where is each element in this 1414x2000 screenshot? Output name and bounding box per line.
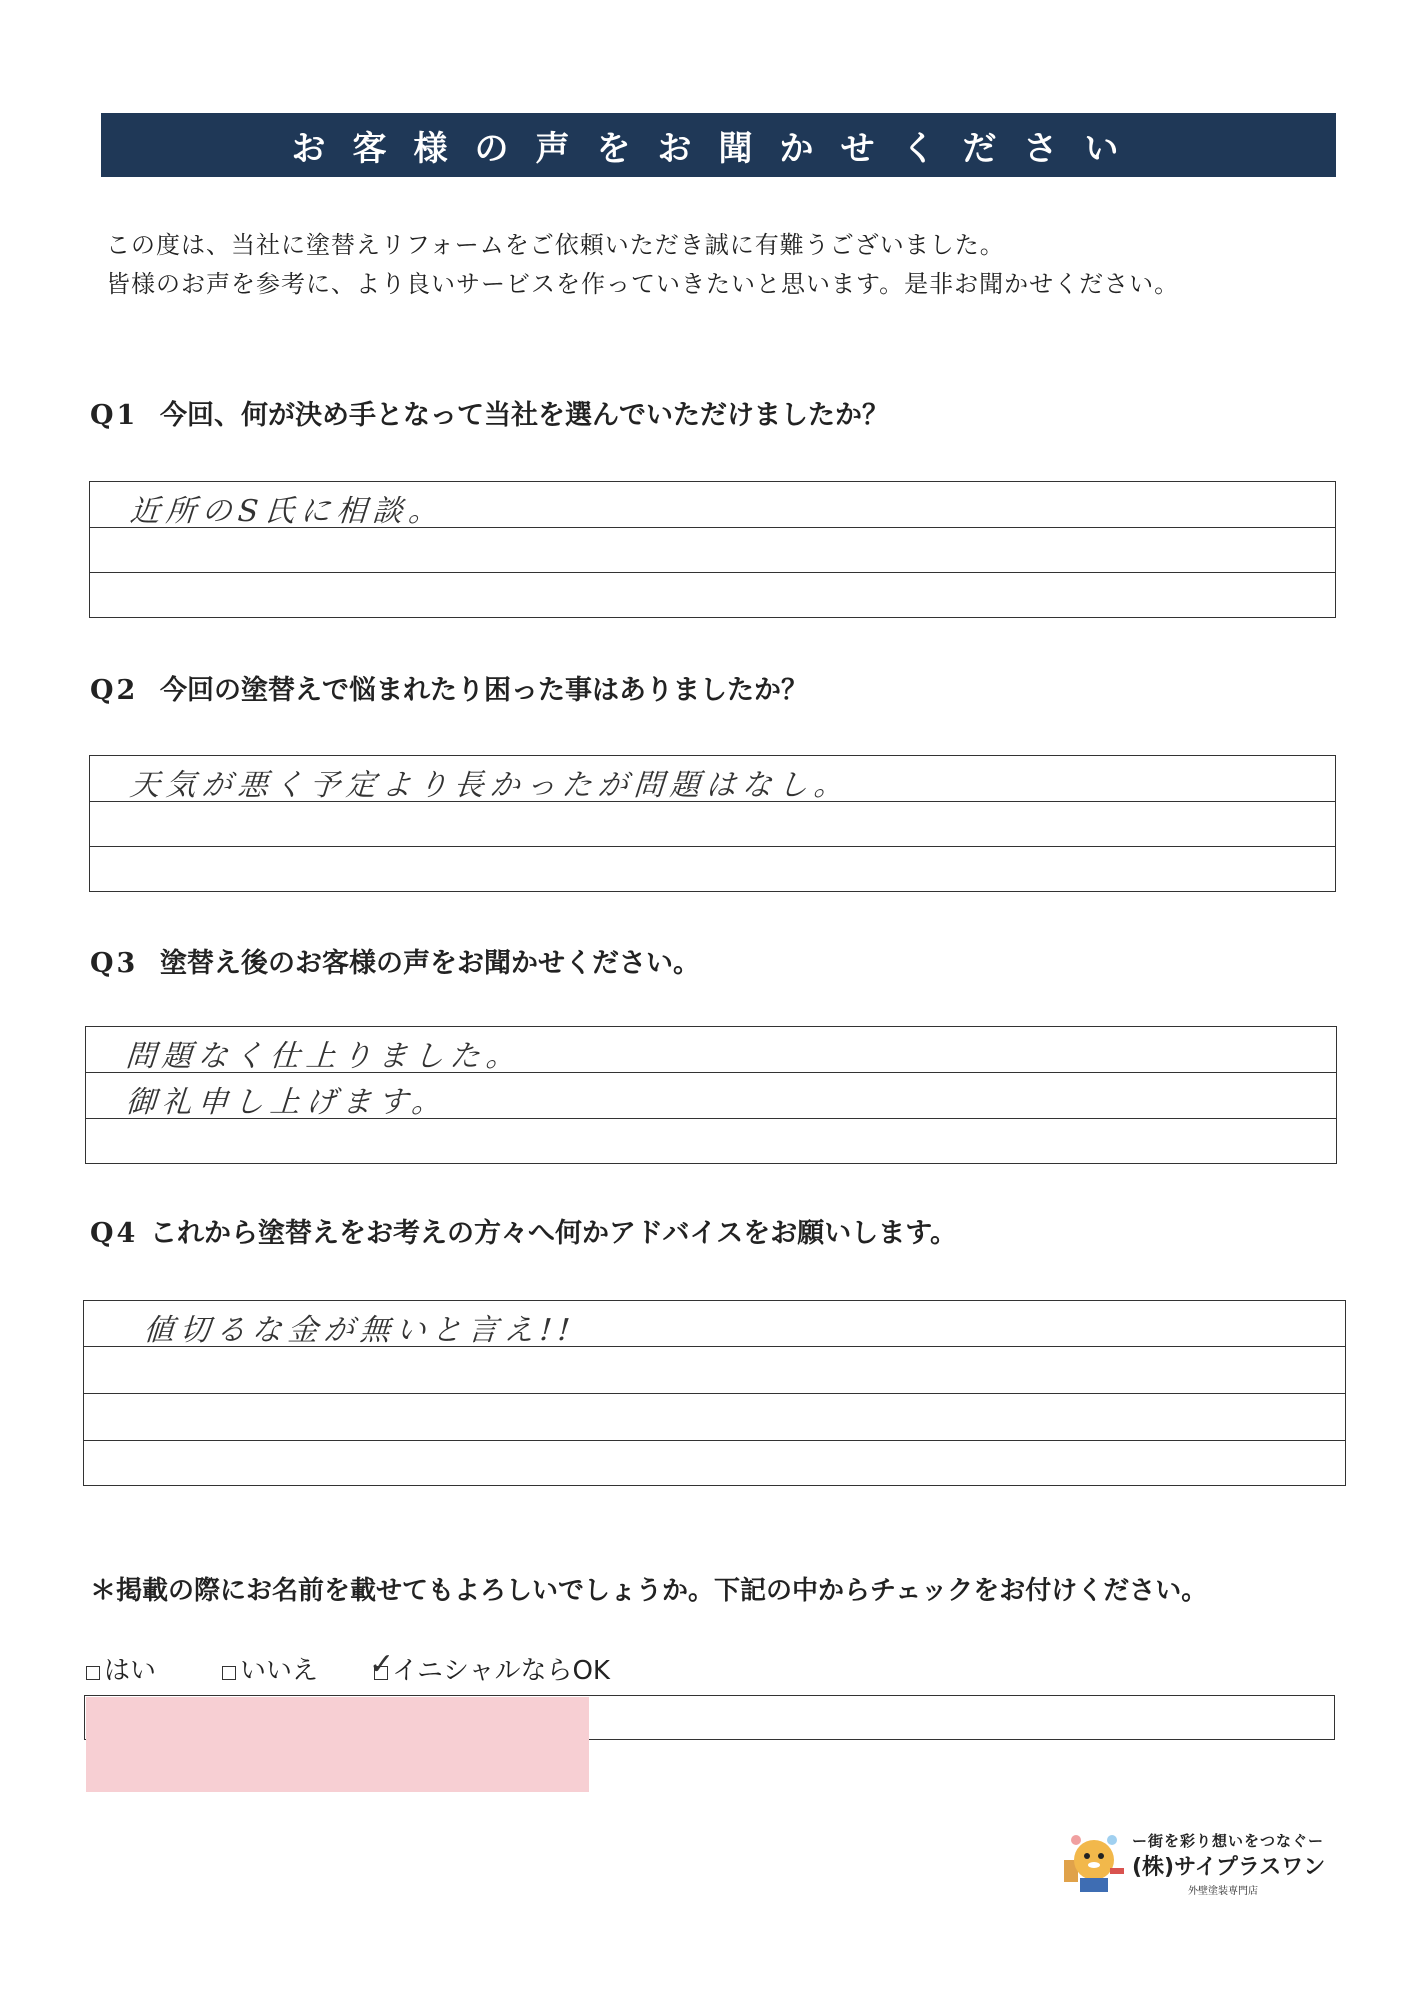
answer-line xyxy=(84,1301,1345,1347)
answer-line xyxy=(84,1347,1345,1394)
answer-box-3[interactable] xyxy=(85,1026,1337,1164)
logo-subtitle: 外壁塗装専門店 xyxy=(1188,1886,1258,1897)
checkbox-yes[interactable] xyxy=(86,1666,100,1680)
option-label: イニシャルならOK xyxy=(392,1656,610,1686)
option-label: はい xyxy=(104,1656,157,1686)
answer-line xyxy=(90,482,1335,528)
intro-line-2: 皆様のお声を参考に、より良いサービスを作っていきたいと思います。是非お聞かせください。 xyxy=(106,270,1180,298)
answer-text: 天気が悪く予定より長かったが問題はなし。 xyxy=(128,768,851,803)
option-yes[interactable] xyxy=(86,1650,156,1687)
answer-line xyxy=(84,1441,1345,1485)
answer-box-4[interactable] xyxy=(83,1300,1346,1486)
answer-line xyxy=(90,573,1335,617)
logo-tagline: ー街を彩り想いをつなぐー xyxy=(1132,1832,1325,1850)
question-text: 塗替え後のお客様の声をお聞かせください。 xyxy=(160,948,700,979)
question-1 xyxy=(90,393,889,432)
answer-text: 御礼申し上げます。 xyxy=(124,1085,449,1120)
answer-line xyxy=(86,1027,1336,1073)
answer-line xyxy=(86,1119,1336,1163)
question-4 xyxy=(90,1211,957,1250)
answer-line xyxy=(90,756,1335,802)
mascot-icon xyxy=(1058,1830,1128,1895)
question-number: Q1 xyxy=(90,400,139,431)
answer-line xyxy=(84,1394,1345,1441)
question-text: これから塗替えをお考えの方々へ何かアドバイスをお願いします。 xyxy=(150,1218,958,1249)
answer-box-1[interactable] xyxy=(89,481,1336,618)
question-2 xyxy=(90,668,808,707)
answer-line xyxy=(90,528,1335,573)
question-number: Q4 xyxy=(90,1218,139,1249)
answer-line xyxy=(90,802,1335,847)
company-logo xyxy=(1058,1830,1326,1900)
logo-company-name: (株)サイプラスワン xyxy=(1132,1855,1326,1880)
question-3 xyxy=(90,941,700,980)
question-text: 今回、何が決め手となって当社を選んでいただけましたか？ xyxy=(160,400,889,431)
page-title: お客様の声をお聞かせください xyxy=(101,113,1336,177)
checkbox-initials[interactable] xyxy=(369,1646,395,1682)
question-number: Q3 xyxy=(90,948,139,979)
question-number: Q2 xyxy=(90,675,139,706)
answer-line xyxy=(90,847,1335,891)
check-mark-icon: ✓ xyxy=(369,1646,395,1682)
option-initials[interactable] xyxy=(369,1646,610,1687)
checkbox-no[interactable] xyxy=(222,1666,236,1680)
option-no[interactable] xyxy=(222,1650,318,1687)
question-text: 今回の塗替えで悩まれたり困った事はありましたか？ xyxy=(160,675,808,706)
publish-options xyxy=(86,1646,656,1687)
intro-line-1: この度は、当社に塗替えリフォームをご依頼いただき誠に有難うございました。 xyxy=(106,231,1005,259)
answer-line xyxy=(86,1073,1336,1119)
publish-note: ＊掲載の際にお名前を載せてもよろしいでしょうか。下記の中からチェックをお付けください。 xyxy=(90,1576,1208,1606)
redaction-block xyxy=(86,1697,589,1792)
answer-text: 問題なく仕上りました。 xyxy=(124,1039,523,1074)
answer-text: 値切るな金が無いと言え!! xyxy=(142,1313,578,1348)
answer-text: 近所のS氏に相談。 xyxy=(128,494,446,529)
answer-box-2[interactable] xyxy=(89,755,1336,892)
option-label: いいえ xyxy=(240,1656,319,1686)
